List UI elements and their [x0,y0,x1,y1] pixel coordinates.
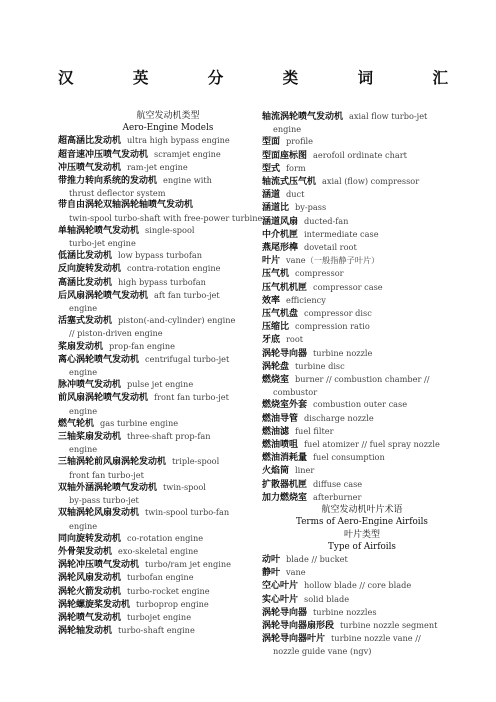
term-english: turbine nozzle segment [340,619,438,630]
glossary-entry [262,215,462,228]
term-english: ram-jet engine [127,161,188,172]
term-english: compressor [295,268,344,279]
title-char: 英 [132,69,149,87]
term-chinese: 燃烧室 [262,375,290,386]
glossary-entry [58,161,281,174]
title-char: 类 [282,69,299,87]
glossary-entry [262,398,462,411]
term-english: by-pass [295,202,327,213]
title-char: 汇 [432,69,448,87]
term-chinese: 外骨架发动机 [58,546,113,557]
glossary-entry [262,201,462,214]
term-english: aft fan turbo-jet [154,289,220,300]
term-english: compression ratio [295,321,370,332]
term-chinese: 带推力转向系统的发动机 [58,176,158,187]
term-english: turbo-shaft engine [118,625,195,636]
term-english: turbine nozzle [313,347,373,358]
term-chinese: 涡轮导向器扇形段 [262,620,335,631]
term-english: compressor case [313,281,383,292]
term-english: centrifugal turbo-jet [145,353,230,364]
glossary-entry [262,478,462,491]
term-english: turbo/ram jet engine [145,559,231,570]
glossary-entry [262,294,462,307]
term-chinese: 反向旋转发动机 [58,264,122,275]
term-chinese: 带自由涡轮双轴涡轮轴喷气发动机 [58,200,194,211]
term-chinese: 中介机匣 [262,229,299,240]
glossary-entry [262,267,462,280]
glossary-entry [58,340,278,353]
glossary-entry [262,135,462,148]
term-chinese: 同向旋转发动机 [58,533,122,544]
term-english: dovetail root [304,242,357,253]
glossary-entry [58,224,278,249]
term-english: co-rotation engine [127,532,204,543]
term-chinese: 燃烧室外套 [262,400,308,411]
term-chinese: 涡轮冲压喷气发动机 [58,560,140,571]
term-chinese: 压缩比 [262,322,290,333]
term-english-continued: combustor [273,387,318,398]
term-english: turbo-rocket engine [127,585,210,596]
glossary-entry [58,598,278,611]
section-heading-zh: 航空发动机叶片术语 [321,505,403,516]
term-english: scramjet engine [154,148,221,159]
term-chinese: 冲压喷气发动机 [58,162,122,173]
term-english: triple-spool [172,456,220,467]
term-english-continued: front fan turbo-jet [69,469,144,480]
glossary-entry [262,110,462,135]
term-english: turbine disc [295,360,345,371]
glossary-entry [262,228,462,241]
term-english: ducted-fan [304,215,349,226]
glossary-entry [262,606,462,619]
glossary-entry [262,333,462,346]
glossary-entry [58,430,278,455]
term-chinese: 超音速冲压喷气发动机 [58,149,149,160]
subsection-heading-zh: 叶片类型 [343,529,380,540]
term-english: low bypass turbofan [118,250,203,261]
title-char: 分 [207,69,224,87]
term-chinese: 涵道比 [262,203,290,214]
term-chinese: 静叶 [262,568,281,579]
term-english: contra-rotation engine [127,263,221,274]
term-chinese: 桨扇发动机 [58,341,104,352]
term-english: diffuse case [313,478,363,489]
glossary-entry [262,162,462,175]
glossary-entry [262,281,462,294]
glossary-entry [262,320,462,333]
right-column [262,110,462,658]
term-chinese: 涡轮喷气发动机 [58,612,122,623]
glossary-entry [58,314,278,339]
glossary-entry [262,579,462,592]
term-english-continued: // piston-driven engine [69,328,163,339]
term-english: fuel atomizer // fuel spray nozzle [304,439,440,450]
term-english: twin-spool [163,481,206,492]
term-chinese: 涡轮风扇发动机 [58,573,122,584]
glossary-entry [58,417,278,430]
term-english: form [286,162,306,173]
term-chinese: 脉冲喷气发动机 [58,380,122,391]
glossary-entry [58,532,278,545]
term-chinese: 燕尾形榫 [262,243,299,254]
term-chinese: 双轴外涵涡轮喷气发动机 [58,482,158,493]
title-char: 词 [357,69,374,87]
term-english-continued: by-pass turbo-jet [69,495,139,506]
term-english-continued: engine [69,520,98,531]
glossary-entry [262,451,462,464]
term-chinese: 燃油导管 [262,413,299,424]
term-english: combustion outer case [313,399,408,410]
glossary-entry [58,545,278,558]
section-heading-zh: 航空发动机类型 [136,111,200,121]
glossary-list [262,110,462,504]
glossary-entry [262,347,462,360]
term-english: aerofoil ordinate chart [313,149,407,160]
term-english-continued: turbo-jet engine [69,238,136,249]
term-english: hollow blade // core blade [304,580,412,591]
term-chinese: 涡轮导向器 [262,348,308,359]
term-english: efficiency [286,294,326,305]
term-chinese: 活塞式发动机 [58,316,113,327]
term-chinese: 离心涡轮喷气发动机 [58,354,140,365]
term-english: twin-spool turbo-fan [145,507,230,518]
glossary-entry [262,593,462,606]
term-chinese: 涡轮轴发动机 [58,626,113,637]
glossary-entry [262,149,462,162]
glossary-entry [58,571,278,584]
term-english: root [286,334,304,345]
term-english: three-shaft prop-fan [127,431,211,442]
glossary-entry [262,360,462,373]
term-chinese: 轴流涡轮喷气发动机 [262,112,344,122]
glossary-entry [262,553,462,566]
term-english-continued: engine [69,367,98,378]
term-chinese: 燃油滤 [262,426,290,437]
term-chinese: 超高涵比发动机 [58,136,122,147]
glossary-entry [58,558,278,571]
page-title [58,66,448,90]
term-chinese: 加力燃烧室 [262,492,308,503]
glossary-entry [262,464,462,477]
glossary-entry [262,425,462,438]
glossary-entry [58,262,278,275]
term-english: axial flow turbo-jet [349,111,428,121]
glossary-entry [262,566,462,579]
term-english: fuel filter [295,425,334,436]
term-chinese: 压气机 [262,269,290,280]
term-english: pulse jet engine [127,379,194,390]
term-chinese: 涡轮盘 [262,361,290,372]
term-english: high bypass turbofan [118,276,206,287]
term-chinese: 空心叶片 [262,581,299,592]
glossary-entry [262,254,462,267]
glossary-entry [58,134,281,148]
term-chinese: 牙底 [262,335,281,346]
glossary-entry [58,624,278,637]
term-chinese: 动叶 [262,554,281,565]
term-chinese: 扩散器机匣 [262,479,308,490]
term-english: duct [286,189,305,200]
term-chinese: 双轴涡轮风扇发动机 [58,508,140,519]
term-english: intermediate case [304,228,379,239]
term-english: vane [286,567,306,578]
term-english: piston(-and-cylinder) engine [118,315,236,326]
glossary-entry [58,276,278,289]
subsection-heading-en: Type of Airfoils [328,541,396,552]
glossary-entry [262,619,462,632]
term-english: front fan turbo-jet [154,392,229,403]
term-english: blade // bucket [286,553,348,564]
glossary-entry [58,506,278,531]
term-english: turbine nozzle vane // [331,633,421,644]
glossary-entry [262,412,462,425]
term-english-continued: engine [273,124,302,135]
term-english-continued: twin-spool turbo-shaft with free-power turbine [69,212,263,223]
term-english: afterburner [313,491,362,502]
glossary-entry [262,632,462,657]
term-english: discharge nozzle [304,412,374,423]
term-chinese: 轴流式压气机 [262,177,317,188]
term-english-continued: thrust deflector system [69,188,166,199]
glossary-entry [262,373,462,398]
term-chinese: 前风扇涡轮喷气发动机 [58,393,149,404]
term-english: ultra high bypass engine [127,135,230,146]
term-chinese: 涵道 [262,190,281,201]
glossary-entry [58,585,278,598]
term-chinese: 型式 [262,163,281,174]
term-chinese: 型面 [262,137,281,148]
glossary-entry [58,611,278,624]
glossary-entry [58,353,278,378]
term-chinese: 压气机机匣 [262,282,308,293]
term-english: exo-skeletal engine [118,545,199,556]
term-chinese: 三轴桨扇发动机 [58,432,122,443]
term-english: turbojet engine [127,611,192,622]
term-english: gas turbine engine [100,417,179,428]
term-english: liner [295,465,315,476]
glossary-entry [58,481,278,506]
term-english-continued: nozzle guide vane (ngv) [273,646,372,657]
glossary-entry [58,455,278,480]
term-chinese: 涡轮螺旋桨发动机 [58,599,131,610]
term-chinese: 型面座标图 [262,150,308,161]
term-chinese: 火焰筒 [262,466,290,477]
term-chinese: 高涵比发动机 [58,277,113,288]
term-english: prop-fan engine [109,340,175,351]
term-chinese: 燃油喷咀 [262,440,299,451]
term-english: profile [286,136,314,147]
term-chinese: 涡轮火箭发动机 [58,586,122,597]
term-chinese: 涵道风扇 [262,216,299,227]
glossary-entry [262,491,462,504]
glossary-entry [262,175,462,188]
term-english-continued: engine [69,303,98,314]
term-english: fuel consumption [313,452,385,463]
term-chinese: 低涵比发动机 [58,251,113,262]
term-chinese: 实心叶片 [262,594,299,605]
title-char: 汉 [58,69,74,87]
glossary-entry [262,307,462,320]
term-english: turboprop engine [136,598,209,609]
term-chinese: 单轴涡轮喷气发动机 [58,225,140,236]
term-english: axial (flow) compressor [322,176,420,187]
term-english: solid blade [304,593,350,604]
glossary-entry [262,438,462,451]
term-english: burner // combustion chamber // [295,374,430,385]
term-english: turbine nozzles [313,606,377,617]
glossary-entry [58,391,278,416]
term-chinese: 效率 [262,295,281,306]
term-english: single-spool [145,224,195,235]
term-chinese: 涡轮导向器 [262,607,308,618]
term-english: vane（一般指静子叶片） [286,255,380,266]
term-english: turbofan engine [127,572,194,583]
term-english-continued: engine [69,444,98,455]
section-heading-en: Aero-Engine Models [122,123,214,134]
term-chinese: 压气机盘 [262,309,299,320]
term-chinese: 燃气轮机 [58,418,95,429]
term-chinese: 三轴涡轮前风扇涡轮发动机 [58,457,167,468]
glossary-entry [262,188,462,201]
section-heading-en: Terms of Aero-Engine Airfoils [296,517,428,528]
glossary-entry [58,289,281,314]
term-chinese: 后风扇涡轮喷气发动机 [58,290,149,301]
glossary-entry [262,241,462,254]
term-english: compressor disc [304,308,372,319]
glossary-entry [58,148,278,161]
glossary-list [262,553,462,658]
glossary-entry [58,378,278,391]
glossary-entry [58,199,278,223]
term-english: engine with [163,175,212,186]
term-chinese: 叶片 [262,256,281,267]
term-english-continued: engine [69,405,98,416]
glossary-entry [58,174,281,201]
term-chinese: 涡轮导向器叶片 [262,634,326,645]
glossary-entry [58,249,278,262]
term-chinese: 燃油消耗量 [262,453,308,464]
